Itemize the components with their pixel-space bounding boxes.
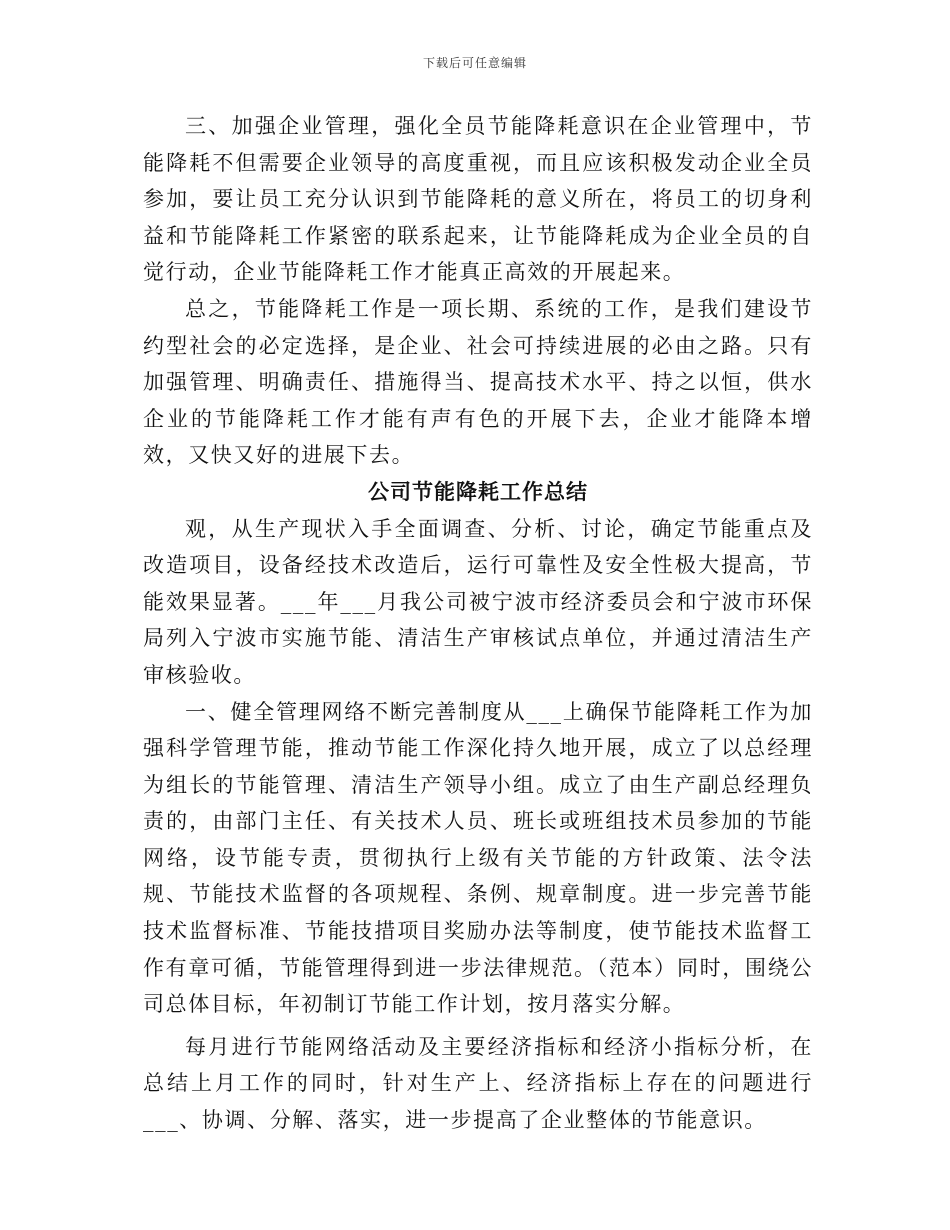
- paragraph-network: 一、健全管理网络不断完善制度从___上确保节能降耗工作为加强科学管理节能，推动节能工作深化持久地开展，成立了以总经理为组长的节能管理、清洁生产领导小组。成立了由生产副总经理负责的，由部门主任、有关技术人员、班长或班组技术员参加的节能网络，设节能专责，贯彻执行上级有关节能的方针政策、法令法规、节能技术监督的各项规程、条例、规章制度。进一步完善节能技术监督标准、节能技措项目奖励办法等制度，使节能技术监督工作有章可循，节能管理得到进一步法律规范。（范本）同时，围绕公司总体目标，年初制订节能工作计划，按月落实分解。: [143, 699, 813, 1017]
- page-header: 下载后可任意编辑: [422, 56, 527, 70]
- document-body: [143, 108, 813, 1139]
- paragraph-management: 三、加强企业管理，强化全员节能降耗意识在企业管理中，节能降耗不但需要企业领导的高度重视，而且应该积极发动企业全员参加，要让员工充分认识到节能降耗的意义所在，将员工的切身利益和节能降耗工作紧密的联系起来，让节能降耗成为企业全员的自觉行动，企业节能降耗工作才能真正高效的开展起来。: [143, 114, 813, 285]
- section-title: 公司节能降耗工作总结: [368, 479, 588, 504]
- paragraph-overview: 观，从生产现状入手全面调查、分析、讨论，确定节能重点及改造项目，设备经技术改造后，运行可靠性及安全性极大提高，节能效果显著。___年___月我公司被宁波市经济委员会和宁波市环保局列入宁波市实施节能、清洁生产审核试点单位，并通过清洁生产审核验收。: [143, 516, 813, 687]
- paragraph-monthly: 每月进行节能网络活动及主要经济指标和经济小指标分析，在总结上月工作的同时，针对生产上、经济指标上存在的问题进行___、协调、分解、落实，进一步提高了企业整体的节能意识。: [143, 1034, 813, 1133]
- paragraph-conclusion: 总之，节能降耗工作是一项长期、系统的工作，是我们建设节约型社会的必定选择，是企业、社会可持续进展的必由之路。只有加强管理、明确责任、措施得当、提高技术水平、持之以恒，供水企业的节能降耗工作才能有声有色的开展下去，企业才能降本增效，又快又好的进展下去。: [143, 296, 813, 468]
